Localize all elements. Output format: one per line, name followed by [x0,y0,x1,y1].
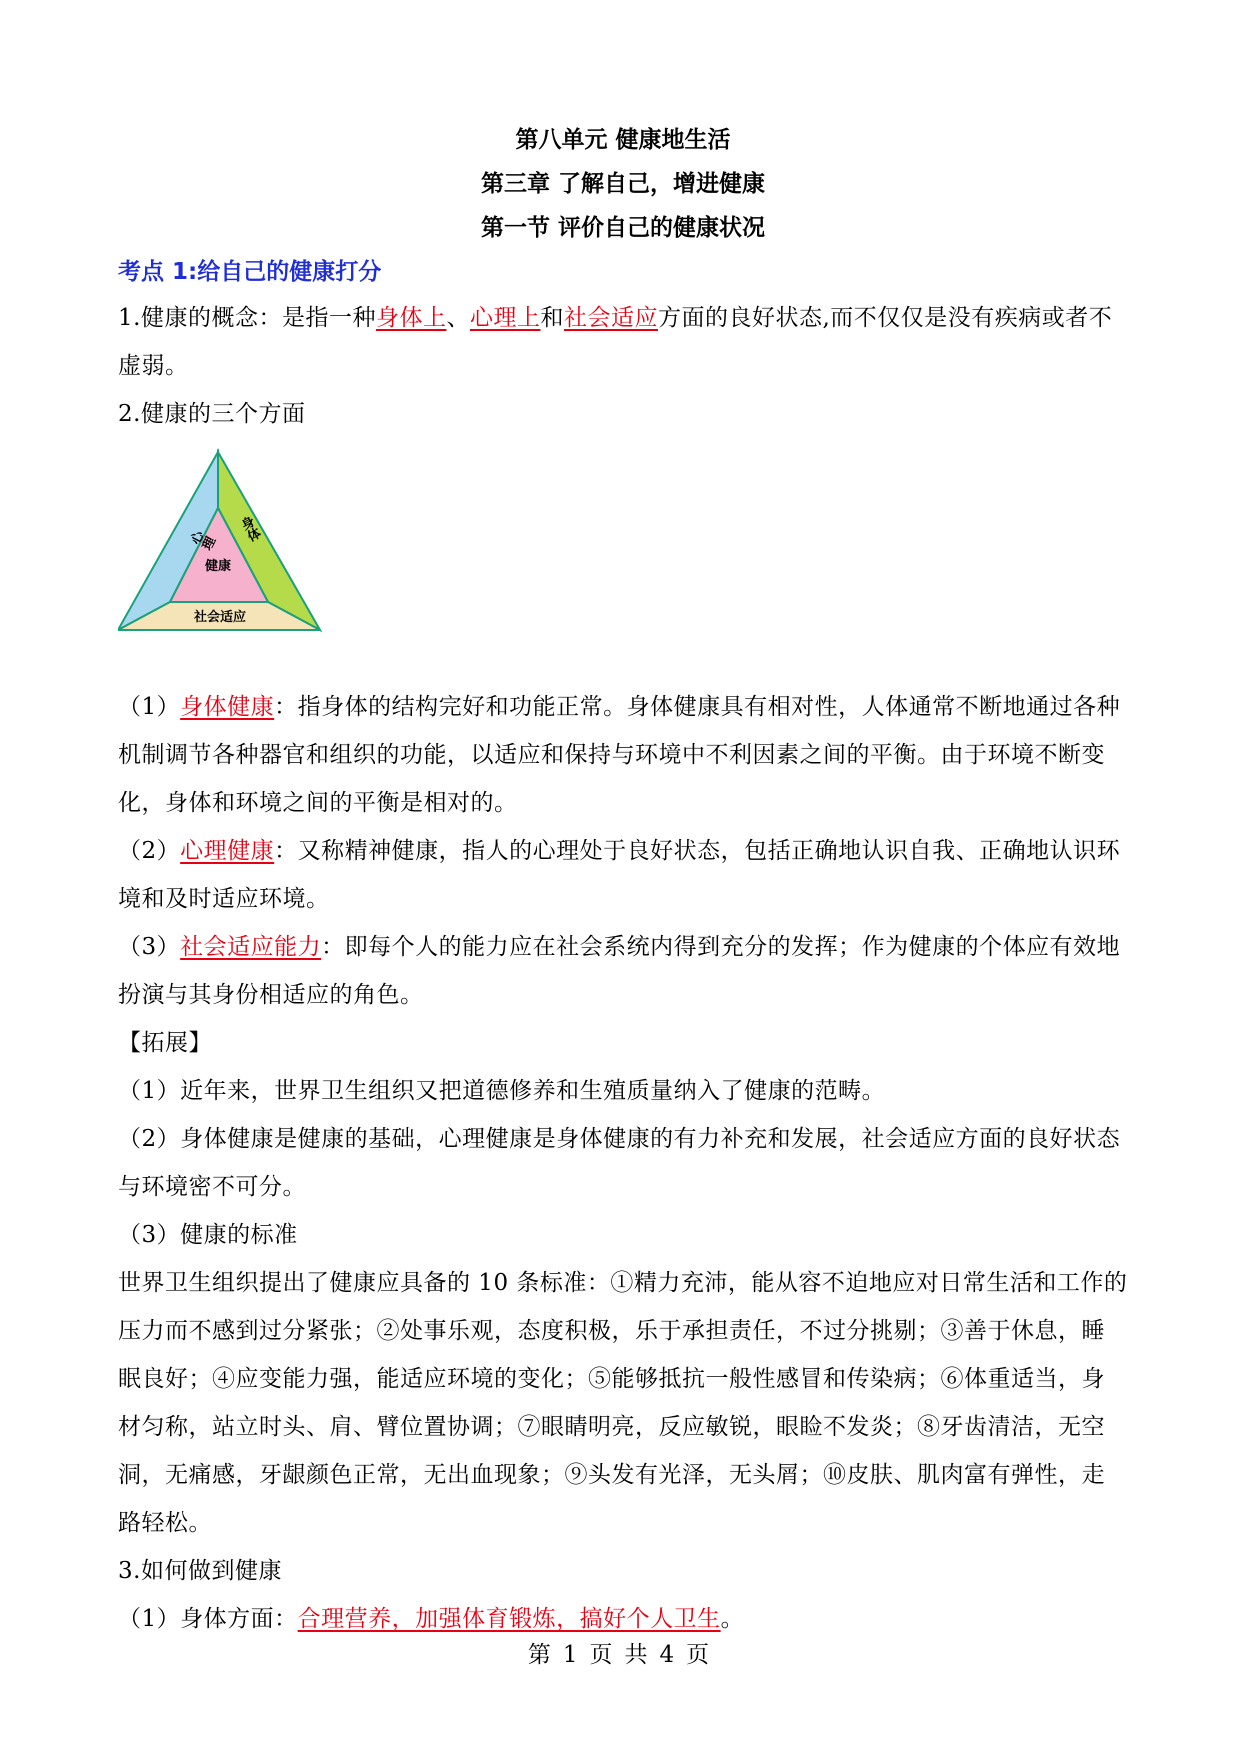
aspect-social [118,923,1128,1019]
chapter-title: 第三章 了解自己，增进健康 [480,171,765,197]
footer-word: 第 [527,1642,555,1668]
unit-title: 第八单元 健康地生活 [515,127,731,153]
aspect-number: （3） [118,934,181,960]
aspect-keyword: 身体健康 [180,694,275,720]
concept-suffix: 方面的良好状态,而不仅仅是没有疾病或者不虚弱。 [118,305,1113,379]
aspect-number: （1） [118,694,181,720]
footer-word: 页 [686,1642,714,1668]
total-pages: 4 [659,1642,679,1668]
three-aspects-heading: 2.健康的三个方面 [118,401,306,427]
section-title: 第一节 评价自己的健康状况 [480,215,765,241]
triangle-right-label: 身体 [236,514,262,545]
key-point-title: 考点 1:给自己的健康打分 [118,259,382,285]
concept-prefix: 1.健康的概念：是指一种 [118,305,376,331]
extension-item: （1）近年来，世界卫生组织又把道德修养和生殖质量纳入了健康的范畴。 [118,1078,886,1104]
keyword-physical: 身体上 [375,305,447,331]
advice-prefix: （1）身体方面： [118,1606,298,1632]
aspect-physical [118,683,1128,827]
aspect-text: ：即每个人的能力应在社会系统内得到充分的发挥；作为健康的个体应有效地扮演与其身份相适应的角色。 [118,934,1121,1008]
page-number: 1 [562,1642,582,1668]
footer-word: 共 [624,1642,652,1668]
aspect-text: ：指身体的结构完好和功能正常。身体健康具有相对性，人体通常不断地通过各种机制调节各种器官和组织的功能，以适应和保持与环境中不利因素之间的平衡。由于环境不断变化，身体和环境之间的平衡是相对的。 [118,694,1121,816]
aspect-keyword: 社会适应能力 [180,934,322,960]
concept-sep2: 和 [540,305,564,331]
how-to-be-healthy-heading: 3.如何做到健康 [118,1558,282,1584]
aspect-mental [118,827,1128,923]
health-triangle-diagram [118,438,1128,683]
advice-keyword: 合理营养，加强体育锻炼，搞好个人卫生 [297,1606,721,1632]
aspect-number: （2） [118,838,181,864]
concept-sep1: 、 [446,305,470,331]
extension-label: 【拓展】 [118,1030,212,1056]
advice-suffix: 。 [720,1606,745,1632]
aspect-text: ：又称精神健康，指人的心理处于良好状态，包括正确地认识自我、正确地认识环境和及时适应环境。 [118,838,1121,912]
page-content [118,118,1128,1643]
footer-word: 页 [589,1642,617,1668]
aspect-keyword: 心理健康 [180,838,275,864]
triangle-svg [118,446,338,646]
keyword-mental: 心理上 [469,305,541,331]
triangle-bottom-label: 社会适应 [193,610,247,625]
triangle-center-label: 健康 [204,559,232,574]
health-standards-paragraph: 世界卫生组织提出了健康应具备的 10 条标准：①精力充沛，能从容不迫地应对日常生活和工作的压力而不感到过分紧张；②处事乐观，态度积极，乐于承担责任，不过分挑剔；③善于休息，睡眠良好；④应变能力强，能适应环境的变化；⑤能够抵抗一般性感冒和传染病；⑥体重适当，身材匀称，站立时头、肩、臂位置协调；⑦眼睛明亮，反应敏锐，眼睑不发炎；⑧牙齿清洁，无空洞，无痛感，牙龈颜色正常，无出血现象；⑨头发有光泽，无头屑；⑩皮肤、肌肉富有弹性，走路轻松。 [118,1270,1128,1536]
health-concept-paragraph [118,294,1128,390]
page-footer [0,1640,1241,1670]
physical-aspect-advice [118,1595,1128,1643]
extension-item: （2）身体健康是健康的基础，心理健康是身体健康的有力补充和发展，社会适应方面的良好状态与环境密不可分。 [118,1126,1121,1200]
triangle-left-label: 心理 [186,529,217,555]
extension-item: （3）健康的标准 [118,1222,298,1248]
keyword-social: 社会适应 [563,305,658,331]
